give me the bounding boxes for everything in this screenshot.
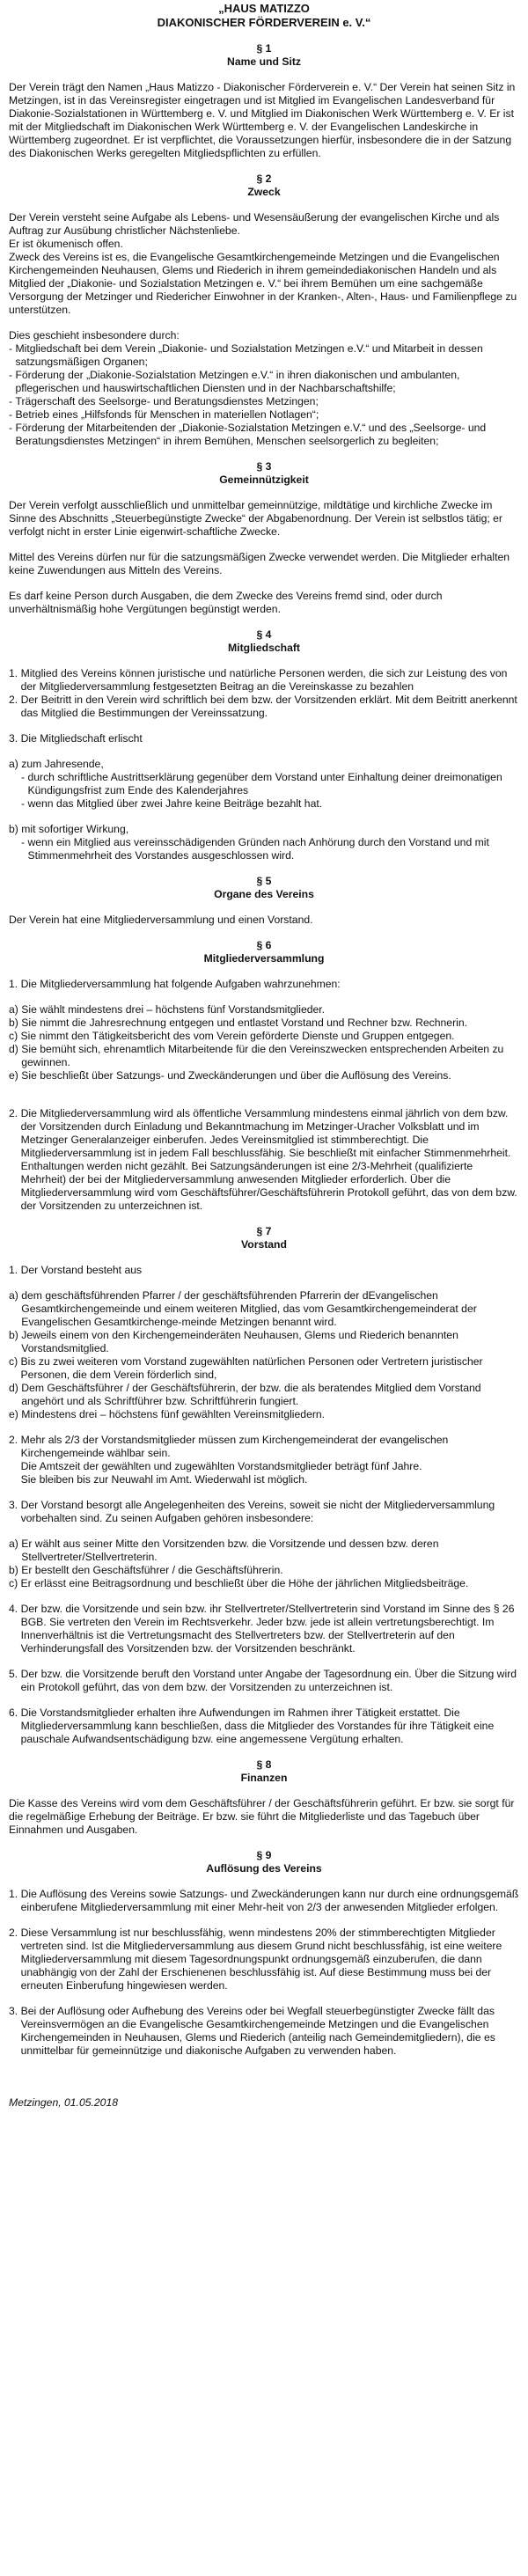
section-9-number: § 9 — [256, 1849, 272, 1861]
section-1-number: § 1 — [256, 42, 272, 55]
list-item: - Förderung der „Diakonie-Sozialstation Metzingen e.V.“ in ihren diakonischen und ambulanten, pflegerischen und hauswirtschaftlichen Diensten und in der Nachbarschaftshilfe; — [9, 369, 460, 394]
list-item: c) Sie nimmt den Tätigkeitsbericht des vom Verein geförderte Dienste und Gruppen entgegen. — [9, 1030, 455, 1042]
list-item: 1. Mitglied des Vereins können juristische und natürliche Personen werden, die sich zur Leistung des von der Mitgliederversammlung festgesetzten Beitrag an die Vereinskasse zu bezahlen — [9, 667, 508, 693]
section-3-paragraph-3: Es darf keine Person durch Ausgaben, die dem Zwecke des Vereins fremd sind, oder durch unverhältnismäßig hohe Vergütungen begünstigt werden. — [9, 590, 443, 615]
section-8-number: § 8 — [256, 1758, 272, 1771]
list-item: c) Bis zu zwei weiteren vom Vorstand zugewählten natürlichen Personen oder Vertretern juristischer Personen, die dem Verein förderlich sind, — [9, 1355, 483, 1381]
list-item: 2. Der Beitritt in den Verein wird schriftlich bei dem bzw. der Vorsitzenden erklärt. Mit dem Beitritt anerkennt das Mitglied die Bestimmungen der Vereinssatzung. — [9, 694, 517, 719]
list-item: d) Sie bemüht sich, ehrenamtlich Mitarbeitende für die den Vereinszwecken entsprechenden Arbeiten zu gewinnen. — [9, 1043, 504, 1068]
list-item: a) dem geschäftsführenden Pfarrer / der geschäftsführenden Pfarrerin der dEvangelischen Gesamtkirchengemeinde und einem weiteren Mitglied, das vom Gesamtkirchengemeinderat der Evangelischen Gesamtkirchenge-meinde Metzingen benannt wird. — [9, 1289, 477, 1328]
section-3-heading: Gemeinnützigkeit — [219, 473, 309, 486]
list-item: - wenn das Mitglied über zwei Jahre keine Beiträge bezahlt hat. — [21, 797, 323, 810]
list-item: 3. Die Mitgliedschaft erlischt — [9, 732, 143, 745]
list-item: b) Er bestellt den Geschäftsführer / die Geschäftsführerin. — [9, 1564, 283, 1576]
list-item: e) Mindestens drei – höchstens fünf gewählten Vereinsmitgliedern. — [9, 1408, 326, 1420]
section-6-heading: Mitgliederversammlung — [203, 952, 325, 965]
list-item: a) Sie wählt mindestens drei – höchstens fünf Vorstandsmitglieder. — [9, 1003, 326, 1016]
section-4-number: § 4 — [256, 628, 272, 641]
section-5-heading: Organe des Vereins — [214, 888, 314, 900]
list-item: 1. Der Vorstand besteht aus — [9, 1264, 143, 1276]
list-item: - durch schriftliche Austrittserklärung gegenüber dem Vorstand unter Einhaltung deiner dreimonatigen Kündigungsfrist zum Ende des Kalenderjahres — [21, 771, 502, 796]
section-3-paragraph-2: Mittel des Vereins dürfen nur für die satzungsmäßigen Zwecke verwendet werden. Die Mitglieder erhalten keine Zuwendungen aus Mitteln des Vereins. — [9, 551, 510, 576]
list-item: a) Er wählt aus seiner Mitte den Vorsitzenden bzw. die Vorsitzende und dessen bzw. deren Stellvertreter/Stellvertreterin. — [9, 1538, 439, 1563]
section-3-number: § 3 — [256, 460, 272, 473]
document-title-line-1: „HAUS MATIZZO — [218, 2, 310, 15]
section-2-paragraph-3: Zweck des Vereins ist es, die Evangelische Gesamtkirchengemeinde Metzingen und die Evangelischen Kirchengemeinden Neuhausen, Glems und Riederich in ihrem gemeindediakonischen Handeln und als Mitglied der „Diakonie- und Sozialstation Metzingen e. V.“ bei ihrem Bemühen um eine sachgemäße Versorgung der Metzinger und Riedericher Einwohner in der Kranken-, Alten-, Haus- und Familienpflege zu unterstützen. — [9, 251, 517, 316]
section-5-paragraph: Der Verein hat eine Mitgliederversammlung und einen Vorstand. — [9, 914, 313, 926]
section-6-number: § 6 — [256, 939, 272, 951]
section-3-paragraph-1: Der Verein verfolgt ausschließlich und unmittelbar gemeinnützige, mildtätige und kirchliche Zwecke im Sinne des Abschnitts „Steuerbegünstigte Zwecke“ der Abgabenordnung. Der Verein ist selbstlos tätig; er verfolgt nicht in erster Linie eigenwirt-schaftliche Zwecke. — [9, 499, 502, 538]
section-5-number: § 5 — [256, 875, 272, 887]
list-item: 5. Der bzw. die Vorsitzende beruft den Vorstand unter Angabe der Tagesordnung ein. Über die Sitzung wird ein Protokoll geführt, das von dem bzw. der Vorsitzenden zu unterzeichnen ist. — [9, 1668, 517, 1693]
list-item: d) Dem Geschäftsführer / der Geschäftsführerin, der bzw. die als beratendes Mitglied dem Vorstand angehört und als Schriftführer bzw. Schriftführerin fungiert. — [9, 1382, 481, 1407]
list-item: c) Er erlässt eine Beitragsordnung und beschließt über die Höhe der jährlichen Mitgliedsbeiträge. — [9, 1577, 469, 1589]
section-2-list — [9, 342, 519, 448]
list-item: - Betrieb eines „Hilfsfonds für Menschen in materiellen Notlagen“; — [9, 408, 319, 421]
section-2-paragraph-1: Der Verein versteht seine Aufgabe als Lebens- und Wesensäußerung der evangelischen Kirche und als Auftrag zur Ausübung christlicher Nächstenliebe. — [9, 211, 500, 237]
section-8-heading: Finanzen — [240, 1772, 288, 1784]
list-item: - Trägerschaft des Seelsorge- und Beratungsdienstes Metzingen; — [9, 395, 319, 407]
section-4-heading: Mitgliedschaft — [228, 642, 300, 654]
section-9-heading: Auflösung des Vereins — [206, 1862, 322, 1875]
list-item: - Förderung der Mitarbeitenden der „Diakonie-Sozialstation Metzingen e.V.“ und des „Seelsorge- und Beratungsdienstes Metzingen“ in ihrem Bemühen, Menschen seelsorgerlich zu begleiten; — [9, 422, 487, 447]
statute-document — [9, 2, 519, 2110]
signature-date: Metzingen, 01.05.2018 — [9, 2096, 118, 2109]
section-7-number: § 7 — [256, 1225, 272, 1237]
section-2-heading: Zweck — [247, 186, 281, 198]
list-item: e) Sie beschließt über Satzungs- und Zweckänderungen und über die Auflösung des Vereins. — [9, 1069, 451, 1082]
section-4-sub-b: b) mit sofortiger Wirkung, — [9, 823, 129, 835]
section-2-number: § 2 — [256, 172, 272, 185]
section-4-sub-a: a) zum Jahresende, — [9, 758, 104, 770]
section-7-heading: Vorstand — [241, 1238, 287, 1251]
section-8-paragraph: Die Kasse des Vereins wird vom dem Geschäftsführer / der Geschäftsführerin geführt. Er bzw. sie sorgt für die regelmäßige Erhebung der Beiträge. Er bzw. sie führt die Mitgliederliste und das Tagebuch über Einnahmen und Ausgaben. — [9, 1797, 515, 1836]
section-2-paragraph-2: Er ist ökumenisch offen. — [9, 238, 123, 250]
list-item: b) Jeweils einem von den Kirchengemeinderäten Neuhausen, Glems und Riederich benannten Vorstandsmitglied. — [9, 1329, 458, 1354]
list-item: 2. Diese Versammlung ist nur beschlussfähig, wenn mindestens 20% der stimmberechtigten Mitglieder vertreten sind. Ist die Mitgliederversammlung aus diesem Grund nicht beschlussfähig, ist eine weitere Mitgliederversammlung mit diesem Tagesordnungspunkt ordnungsgemäß einzuberufen, die dann unabhängig von der Zahl der Erschienenen beschlussfähig ist. Auf diese Bestimmung muss bei der erneuten Einberufung hingewiesen werden. — [9, 1926, 502, 1992]
list-item: 2. Mehr als 2/3 der Vorstandsmitglieder müssen zum Kirchengemeinderat der evangelischen Kirchengemeinde wählbar sein. Die Amtszeit der gewählten und zugewählten Vorstandsmitglieder beträgt fünf Jahre. Sie bleiben bis zur Neuwahl im Amt. Wiederwahl ist möglich. — [9, 1434, 449, 1486]
list-item: - Mitgliedschaft bei dem Verein „Diakonie- und Sozialstation Metzingen e.V.“ und Mitarbeit in dessen satzungsmäßigen Organen; — [9, 342, 483, 368]
list-item: 6. Die Vorstandsmitglieder erhalten ihre Aufwendungen im Rahmen ihrer Tätigkeit erstattet. Die Mitgliederversammlung kann beschließen, dass die Mitglieder des Vorstandes für ihre Tätigkeit eine pauschale Aufwandsentschädigung bzw. eine angemessene Vergütung erhalten. — [9, 1706, 495, 1745]
list-item: 4. Der bzw. die Vorsitzende und sein bzw. ihr Stellvertreter/Stellvertreterin sind Vorstand im Sinne des § 26 BGB. Sie vertreten den Verein im Rechtsverkehr. Jeder bzw. jede ist allein vertretungsberechtigt. Im Innenverhältnis ist die Vertretungsmacht des Stellvertreters bzw. der Stellvertreterin auf den Verhinderungsfall des Vorsitzenden bzw. der Vorsitzenden beschränkt. — [9, 1603, 515, 1655]
document-title-line-2: DIAKONISCHER FÖRDERVEREIN e. V.“ — [157, 16, 371, 29]
list-item: - wenn ein Mitglied aus vereinsschädigenden Gründen nach Anhörung durch den Vorstand und mit Stimmenmehrheit des Vorstandes ausgeschlossen wird. — [21, 836, 489, 862]
list-item: 3. Der Vorstand besorgt alle Angelegenheiten des Vereins, soweit sie nicht der Mitgliederversammlung vorbehalten sind. Zu seinen Aufgaben gehören insbesondere: — [9, 1499, 495, 1524]
list-item: b) Sie nimmt die Jahresrechnung entgegen und entlastet Vorstand und Rechner bzw. Rechnerin. — [9, 1016, 468, 1029]
section-1-heading: Name und Sitz — [227, 55, 301, 68]
list-item: 1. Die Mitgliederversammlung hat folgende Aufgaben wahrzunehmen: — [9, 978, 341, 990]
list-item: 1. Die Auflösung des Vereins sowie Satzungs- und Zweckänderungen kann nur durch eine ordnungsgemäß einberufene Mitgliederversammlung mit einer Mehr-heit von 2/3 der anwesenden Mitglieder erfolgen. — [9, 1888, 519, 1913]
section-1-paragraph: Der Verein trägt den Namen „Haus Matizzo - Diakonischer Förderverein e. V.“ Der Verein hat seinen Sitz in Metzingen, ist in das Vereinsregister eingetragen und ist Mitglied im Evangelischen Landesverband für Diakonie-Sozialstationen in Württemberg e. V. und Mitglied im Diakonischen Werk Württemberg e. V. Er ist mit der Mitgliedschaft im Diakonischen Werk Württemberg e. V. der Evangelischen Landeskirche in Württemberg zugeordnet. Er ist verpflichtet, die Voraussetzungen hierfür, insbesondere die in der Satzung des Diakonischen Werks geregelten Mitgliedspflichten zu erfüllen. — [9, 81, 516, 159]
section-2-paragraph-4: Dies geschieht insbesondere durch: — [9, 329, 180, 341]
list-item: 2. Die Mitgliederversammlung wird als öffentliche Versammlung mindestens einmal jährlich von dem bzw. der Vorsitzenden durch Einladung und Bekanntmachung im Metzinger-Uracher Volksblatt und im Metzinger Generalanzeiger einberufen. Jedes Vereinsmitglied ist stimmberechtigt. Die Mitgliederversammlung ist in jedem Fall beschlussfähig. Sie beschließt mit einfacher Stimmenmehrheit. Enthaltungen werden nicht gezählt. Bei Satzungsänderungen ist eine 2/3-Mehrheit (qualifizierte Mehrheit) der bei der Mitgliederversammlung anwesenden Mitglieder erforderlich. Über die Mitgliederversammlung wird vom Geschäftsführer/Geschäftsführerin Protokoll geführt, das von dem bzw. der Vorsitzenden zu unterzeichnen ist. — [9, 1107, 517, 1212]
list-item: 3. Bei der Auflösung oder Aufhebung des Vereins oder bei Wegfall steuerbegünstigter Zwecke fällt das Vereinsvermögen an die Evangelische Gesamtkirchengemeinde Metzingen und die Evangelischen Kirchengemeinden in Neuhausen, Glems und Riederich (anteilig nach Gemeindemitgliedern), die es unmittelbar für gemeinnützige und diakonische Aufgaben zu verwenden haben. — [9, 2005, 495, 2057]
